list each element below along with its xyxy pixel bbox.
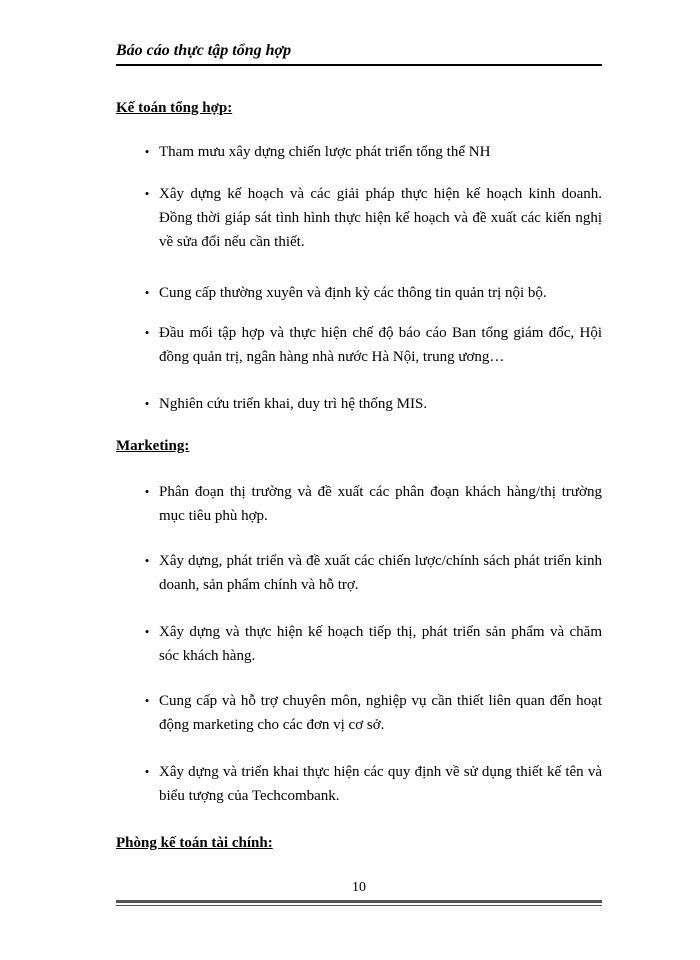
bullet-icon: • <box>144 186 150 201</box>
section-heading-phong-ke-toan-tai-chinh: Phòng kế toán tài chính: <box>116 835 273 851</box>
page-footer <box>116 880 602 906</box>
document-title: Báo cáo thực tập tổng hợp <box>116 42 292 59</box>
footer-divider-thin <box>116 905 602 906</box>
bullet-icon: • <box>144 764 150 779</box>
bullet-icon: • <box>144 285 150 300</box>
section-heading-marketing: Marketing: <box>116 438 190 454</box>
page-header <box>116 40 602 66</box>
list-item-text: Đầu mối tập hợp và thực hiện chế độ báo cáo Ban tổng giám đốc, Hội đồng quản trị, ngân hàng nhà nước Hà Nội, trung ương… <box>159 325 602 365</box>
list-item <box>116 689 602 737</box>
list-item-text: Xây dựng, phát triển và đề xuất các chiến lược/chính sách phát triển kinh doanh, sản phẩm chính và hỗ trợ. <box>159 553 602 593</box>
list-item-text: Phân đoạn thị trường và đề xuất các phân đoạn khách hàng/thị trường mục tiêu phù hợp. <box>159 484 602 524</box>
list-item <box>116 480 602 528</box>
bullet-icon: • <box>144 484 150 499</box>
list-item-text: Xây dựng kế hoạch và các giải pháp thực hiện kế hoạch kinh doanh. Đồng thời giáp sát tình hình thực hiện kế hoạch và đề xuất các kiến nghị về sửa đổi nếu cần thiết. <box>159 186 602 250</box>
list-item <box>116 760 602 808</box>
list-item <box>116 549 602 597</box>
list-item-text: Cung cấp thường xuyên và định kỳ các thông tin quản trị nội bộ. <box>159 285 547 301</box>
bullet-icon: • <box>144 325 150 340</box>
list-item-text: Tham mưu xây dựng chiến lược phát triển tổng thể NH <box>159 144 491 160</box>
bullet-icon: • <box>144 144 150 159</box>
list-item <box>116 140 602 164</box>
list-item-text: Nghiên cứu triển khai, duy trì hệ thống MIS. <box>159 396 428 412</box>
list-item <box>116 281 602 305</box>
list-item-text: Xây dựng và triển khai thực hiện các quy định về sử dụng thiết kế tên và biểu tượng của Techcombank. <box>159 764 602 804</box>
list-item <box>116 321 602 369</box>
list-item-text: Xây dựng và thực hiện kế hoạch tiếp thị, phát triển sản phẩm và chăm sóc khách hàng. <box>159 624 602 664</box>
list-item <box>116 392 602 416</box>
list-item-text: Cung cấp và hỗ trợ chuyên môn, nghiệp vụ cần thiết liên quan đến hoạt động marketing cho các đơn vị cơ sở. <box>159 693 602 733</box>
page-number: 10 <box>352 880 366 895</box>
list-item <box>116 620 602 668</box>
section-heading-ke-toan-tong-hop: Kế toán tổng hợp: <box>116 100 233 116</box>
footer-divider-thick <box>116 900 602 903</box>
list-item <box>116 182 602 254</box>
bullet-icon: • <box>144 553 150 568</box>
bullet-icon: • <box>144 693 150 708</box>
bullet-icon: • <box>144 396 150 411</box>
bullet-icon: • <box>144 624 150 639</box>
